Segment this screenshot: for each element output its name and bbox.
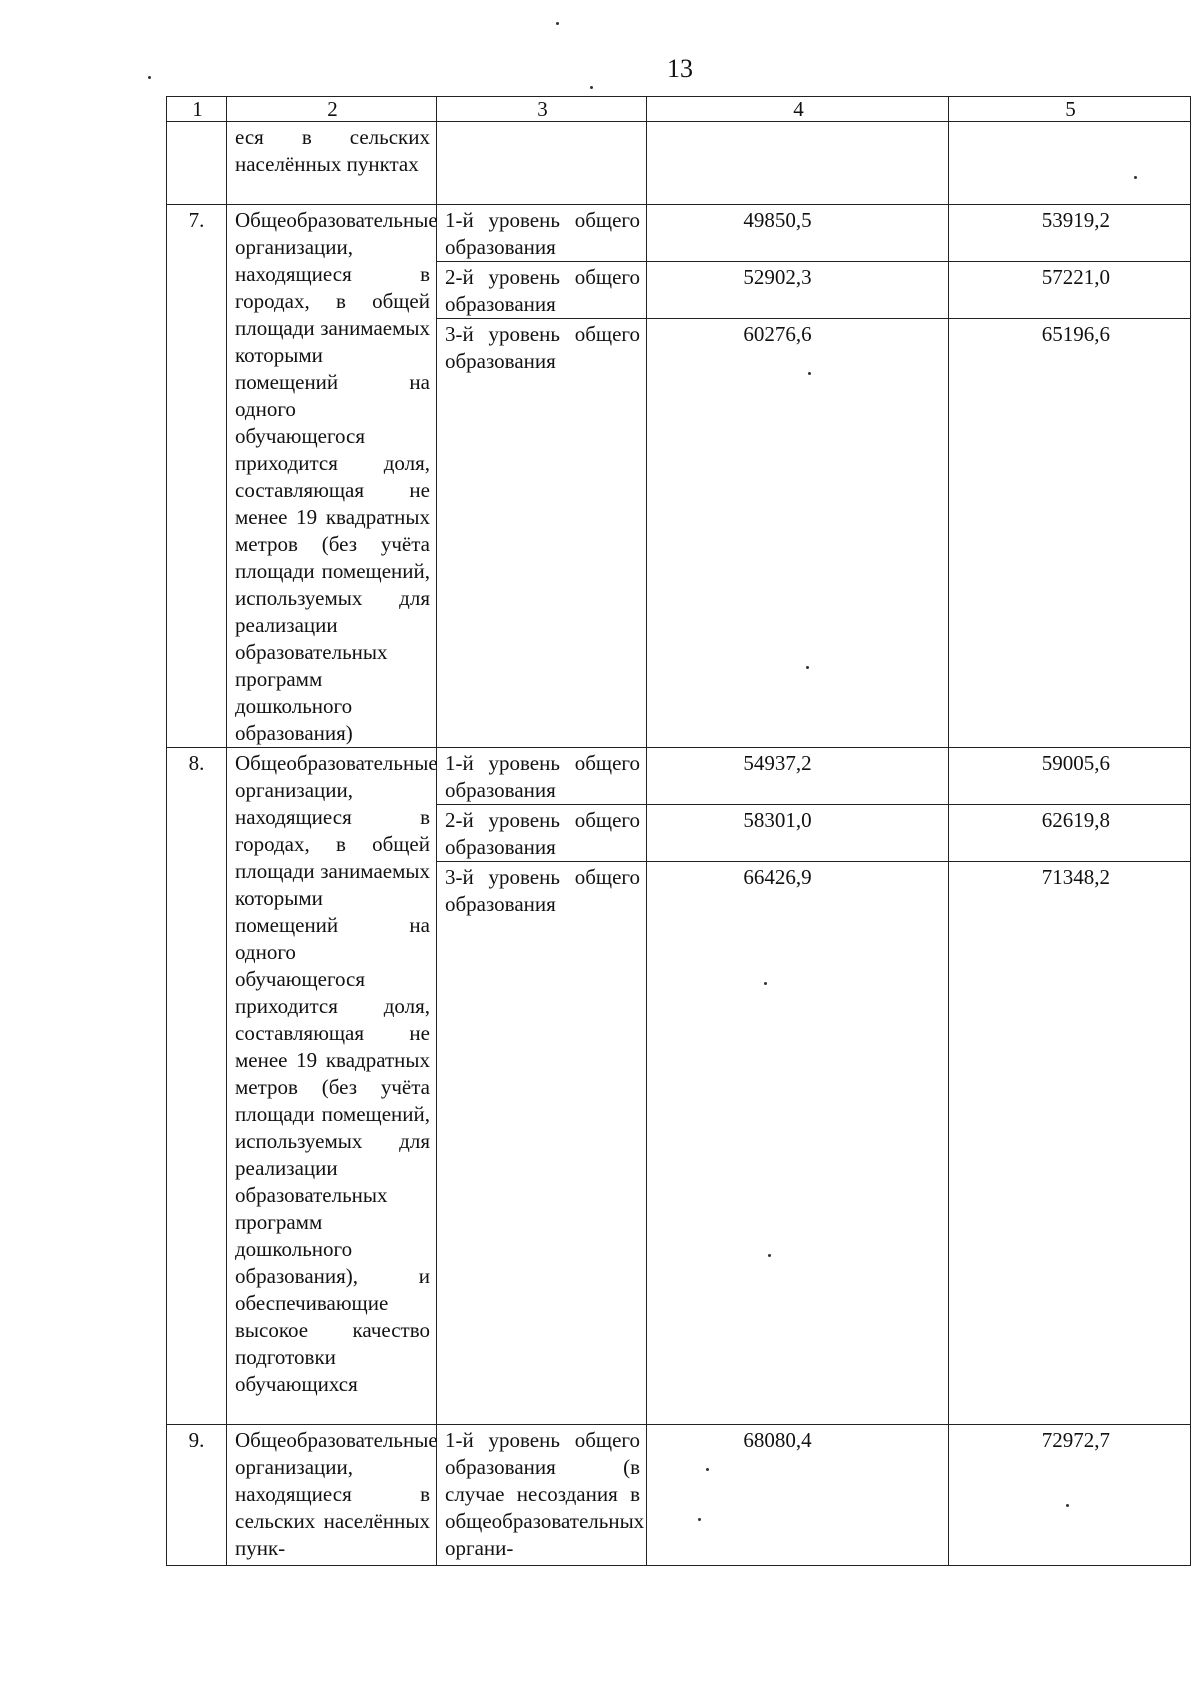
table-row (167, 1425, 1191, 1566)
header-col-4: 4 (647, 97, 949, 122)
row-description-cell: Общеобразовательные организации, находящиеся в городах, в общей площади занимаемых которыми помещений на одного обучающегося приходится доля, составляющая не менее 19 квадратных метров (без учёта площади помещений, используемых для реализации образовательных программ дошкольного образования), и обеспечивающие высокое качество подготовки обучающихся (227, 748, 437, 1425)
row-col5-cell: 72972,7 (949, 1425, 1191, 1566)
data-table (166, 96, 1191, 1566)
scan-speck (1134, 176, 1137, 179)
row-col5-cell (949, 122, 1191, 205)
header-col-2: 2 (227, 97, 437, 122)
row-col4-cell: 60276,6 (647, 319, 949, 748)
row-level-cell: 1-й уровень общего образования (437, 748, 647, 805)
scan-speck (764, 982, 767, 985)
scan-speck (768, 1254, 771, 1257)
row-col4-cell: 52902,3 (647, 262, 949, 319)
header-col-3: 3 (437, 97, 647, 122)
row-level-cell: 1-й уровень общего образования (437, 205, 647, 262)
scan-speck (1066, 1504, 1069, 1507)
row-level-cell: 3-й уровень общего образования (437, 862, 647, 1425)
row-col4-cell: 54937,2 (647, 748, 949, 805)
scan-speck (698, 1518, 701, 1521)
row-level-cell: 2-й уровень общего образования (437, 262, 647, 319)
table-row-continuation (167, 122, 1191, 205)
row-level-cell: 2-й уровень общего образования (437, 805, 647, 862)
row-level-cell: 3-й уровень общего образования (437, 319, 647, 748)
row-number-cell: 9. (167, 1425, 227, 1566)
table-row (167, 205, 1191, 262)
scan-speck (148, 76, 151, 79)
table-header-row (167, 97, 1191, 122)
scan-speck (808, 372, 811, 375)
row-col5-cell: 62619,8 (949, 805, 1191, 862)
page-number: 13 (667, 54, 693, 83)
table-row (167, 748, 1191, 805)
scan-speck (706, 1468, 709, 1471)
row-number-cell (167, 122, 227, 205)
row-description-cell: Общеобразовательные организации, находящиеся в сельских населённых пунк- (227, 1425, 437, 1566)
row-description-cell: еся в сельских населённых пунктах (227, 122, 437, 205)
row-col5-cell: 57221,0 (949, 262, 1191, 319)
scan-speck (806, 666, 809, 669)
scan-speck (590, 86, 593, 89)
row-col5-cell: 59005,6 (949, 748, 1191, 805)
header-col-5: 5 (949, 97, 1191, 122)
header-col-1: 1 (167, 97, 227, 122)
row-col5-cell: 71348,2 (949, 862, 1191, 1425)
row-col4-cell: 66426,9 (647, 862, 949, 1425)
row-level-cell: 1-й уровень общего образования (в случае несоздания в общеобразовательных органи- (437, 1425, 647, 1566)
row-description-cell: Общеобразовательные организации, находящиеся в городах, в общей площади занимаемых которыми помещений на одного обучающегося приходится доля, составляющая не менее 19 квадратных метров (без учёта площади помещений, используемых для реализации образовательных программ дошкольного образования) (227, 205, 437, 748)
row-level-cell (437, 122, 647, 205)
row-number-cell: 8. (167, 748, 227, 1425)
row-col4-cell: 58301,0 (647, 805, 949, 862)
row-col5-cell: 53919,2 (949, 205, 1191, 262)
row-number-cell: 7. (167, 205, 227, 748)
row-col4-cell (647, 122, 949, 205)
row-col4-cell: 49850,5 (647, 205, 949, 262)
row-col5-cell: 65196,6 (949, 319, 1191, 748)
scan-speck (556, 22, 559, 25)
row-col4-cell: 68080,4 (647, 1425, 949, 1566)
